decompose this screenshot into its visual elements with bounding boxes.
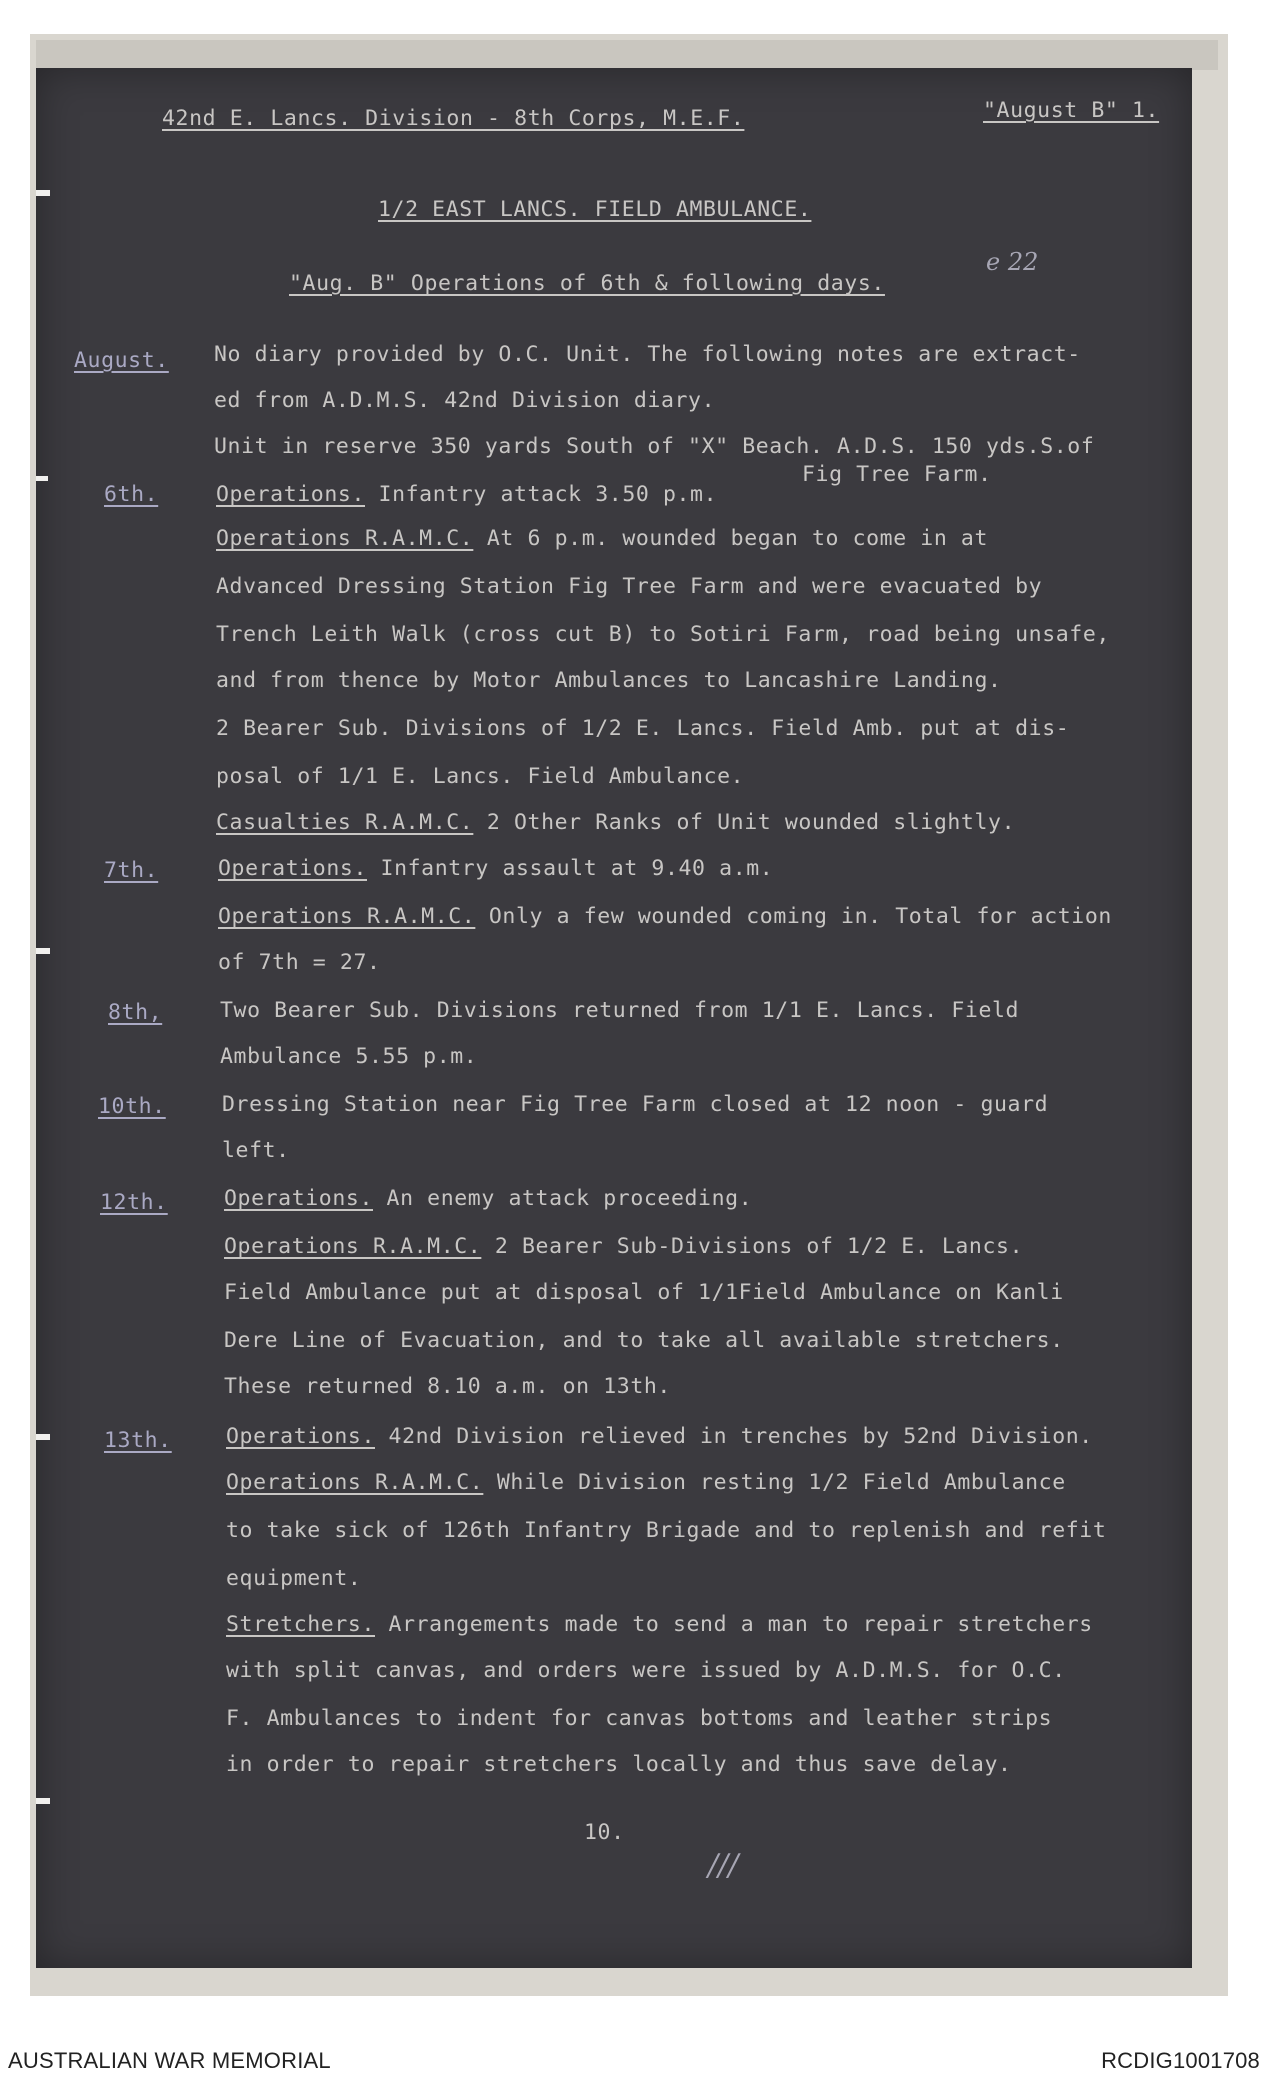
entry-text: F. Ambulances to indent for canvas bottoms and leather strips	[226, 1706, 1053, 1731]
section-label: Operations.	[218, 856, 367, 881]
entry-text	[224, 1186, 752, 1211]
entry-date-8th: 8th,	[108, 1000, 163, 1025]
section-label: Operations.	[224, 1186, 373, 1211]
entry-text: No diary provided by O.C. Unit. The following notes are extract-	[214, 342, 1081, 367]
entry-text: 2 Other Ranks of Unit wounded slightly.	[473, 810, 1016, 835]
entry-text: At 6 p.m. wounded began to come in at	[473, 526, 989, 551]
entry-text: Dere Line of Evacuation, and to take all available stretchers.	[224, 1328, 1064, 1353]
header-division: 42nd E. Lancs. Division - 8th Corps, M.E.F.	[162, 106, 745, 131]
section-label: Stretchers.	[226, 1612, 375, 1637]
section-label: Operations R.A.M.C.	[226, 1470, 484, 1495]
entry-text: Fig Tree Farm.	[802, 462, 992, 487]
entry-text: Ambulance 5.55 p.m.	[220, 1044, 478, 1069]
entry-text: Infantry assault at 9.40 a.m.	[367, 856, 774, 881]
entry-text: of 7th = 27.	[218, 950, 381, 975]
entry-text: 42nd Division relieved in trenches by 52nd Division.	[375, 1424, 1093, 1449]
document-title: 1/2 EAST LANCS. FIELD AMBULANCE.	[378, 197, 812, 222]
entry-date-12th: 12th.	[100, 1190, 168, 1215]
entry-text: Only a few wounded coming in. Total for action	[475, 904, 1112, 929]
entry-text	[216, 810, 1015, 835]
entry-text: equipment.	[226, 1566, 362, 1591]
entry-text	[224, 1234, 1023, 1259]
entry-text	[226, 1424, 1093, 1449]
entry-text: and from thence by Motor Ambulances to Lancashire Landing.	[216, 668, 1002, 693]
entry-date-6th: 6th.	[104, 482, 159, 507]
section-label: Operations R.A.M.C.	[218, 904, 476, 929]
diary-page	[36, 68, 1192, 1968]
entry-text: Infantry attack 3.50 p.m.	[365, 482, 718, 507]
entry-text	[218, 904, 1112, 929]
footer-record-id: RCDIG1001708	[1101, 2048, 1260, 2073]
entry-text: 2 Bearer Sub. Divisions of 1/2 E. Lancs. Field Amb. put at dis-	[216, 716, 1070, 741]
entry-text: in order to repair stretchers locally and thus save delay.	[226, 1752, 1012, 1777]
document-subtitle: "Aug. B" Operations of 6th & following days.	[289, 271, 885, 296]
section-label: Operations R.A.M.C.	[216, 526, 474, 551]
section-label: Operations R.A.M.C.	[224, 1234, 482, 1259]
entry-text	[216, 482, 717, 507]
entry-text	[226, 1612, 1093, 1637]
section-label: Casualties R.A.M.C.	[216, 810, 474, 835]
entry-date-august: August.	[74, 348, 169, 373]
entry-text: Arrangements made to send a man to repair stretchers	[375, 1612, 1093, 1637]
mount-strip	[36, 40, 1218, 70]
entry-text: Trench Leith Walk (cross cut B) to Sotiri Farm, road being unsafe,	[216, 622, 1110, 647]
entry-text: to take sick of 126th Infantry Brigade and to replenish and refit	[226, 1518, 1107, 1543]
entry-text: left.	[222, 1138, 290, 1163]
entry-date-10th: 10th.	[98, 1094, 166, 1119]
entry-text: An enemy attack proceeding.	[373, 1186, 753, 1211]
entry-text	[218, 856, 773, 881]
entry-text: with split canvas, and orders were issued by A.D.M.S. for O.C.	[226, 1658, 1066, 1683]
section-label: Operations.	[226, 1424, 375, 1449]
entry-text: Advanced Dressing Station Fig Tree Farm and were evacuated by	[216, 574, 1043, 599]
entry-text: While Division resting 1/2 Field Ambulance	[483, 1470, 1066, 1495]
entry-text: Two Bearer Sub. Divisions returned from 1/1 E. Lancs. Field	[220, 998, 1020, 1023]
entry-text	[216, 526, 988, 551]
entry-text: ed from A.D.M.S. 42nd Division diary.	[214, 388, 716, 413]
entry-text	[226, 1470, 1066, 1495]
header-reference: "August B" 1.	[983, 98, 1160, 123]
section-label: Operations.	[216, 482, 365, 507]
entry-text: Unit in reserve 350 yards South of "X" Beach. A.D.S. 150 yds.S.of	[214, 434, 1095, 459]
entry-text: Field Ambulance put at disposal of 1/1Field Ambulance on Kanli	[224, 1280, 1064, 1305]
page-number: 10.	[584, 1820, 625, 1845]
entry-date-13th: 13th.	[104, 1428, 172, 1453]
entry-date-7th: 7th.	[104, 858, 159, 883]
handwritten-reference: e 22	[986, 248, 1039, 276]
footer-institution: AUSTRALIAN WAR MEMORIAL	[8, 2048, 331, 2073]
entry-text: Dressing Station near Fig Tree Farm closed at 12 noon - guard	[222, 1092, 1049, 1117]
entry-text: 2 Bearer Sub-Divisions of 1/2 E. Lancs.	[481, 1234, 1024, 1259]
entry-text: These returned 8.10 a.m. on 13th.	[224, 1374, 671, 1399]
handwritten-mark: ///	[708, 1848, 739, 1883]
entry-text: posal of 1/1 E. Lancs. Field Ambulance.	[216, 764, 745, 789]
